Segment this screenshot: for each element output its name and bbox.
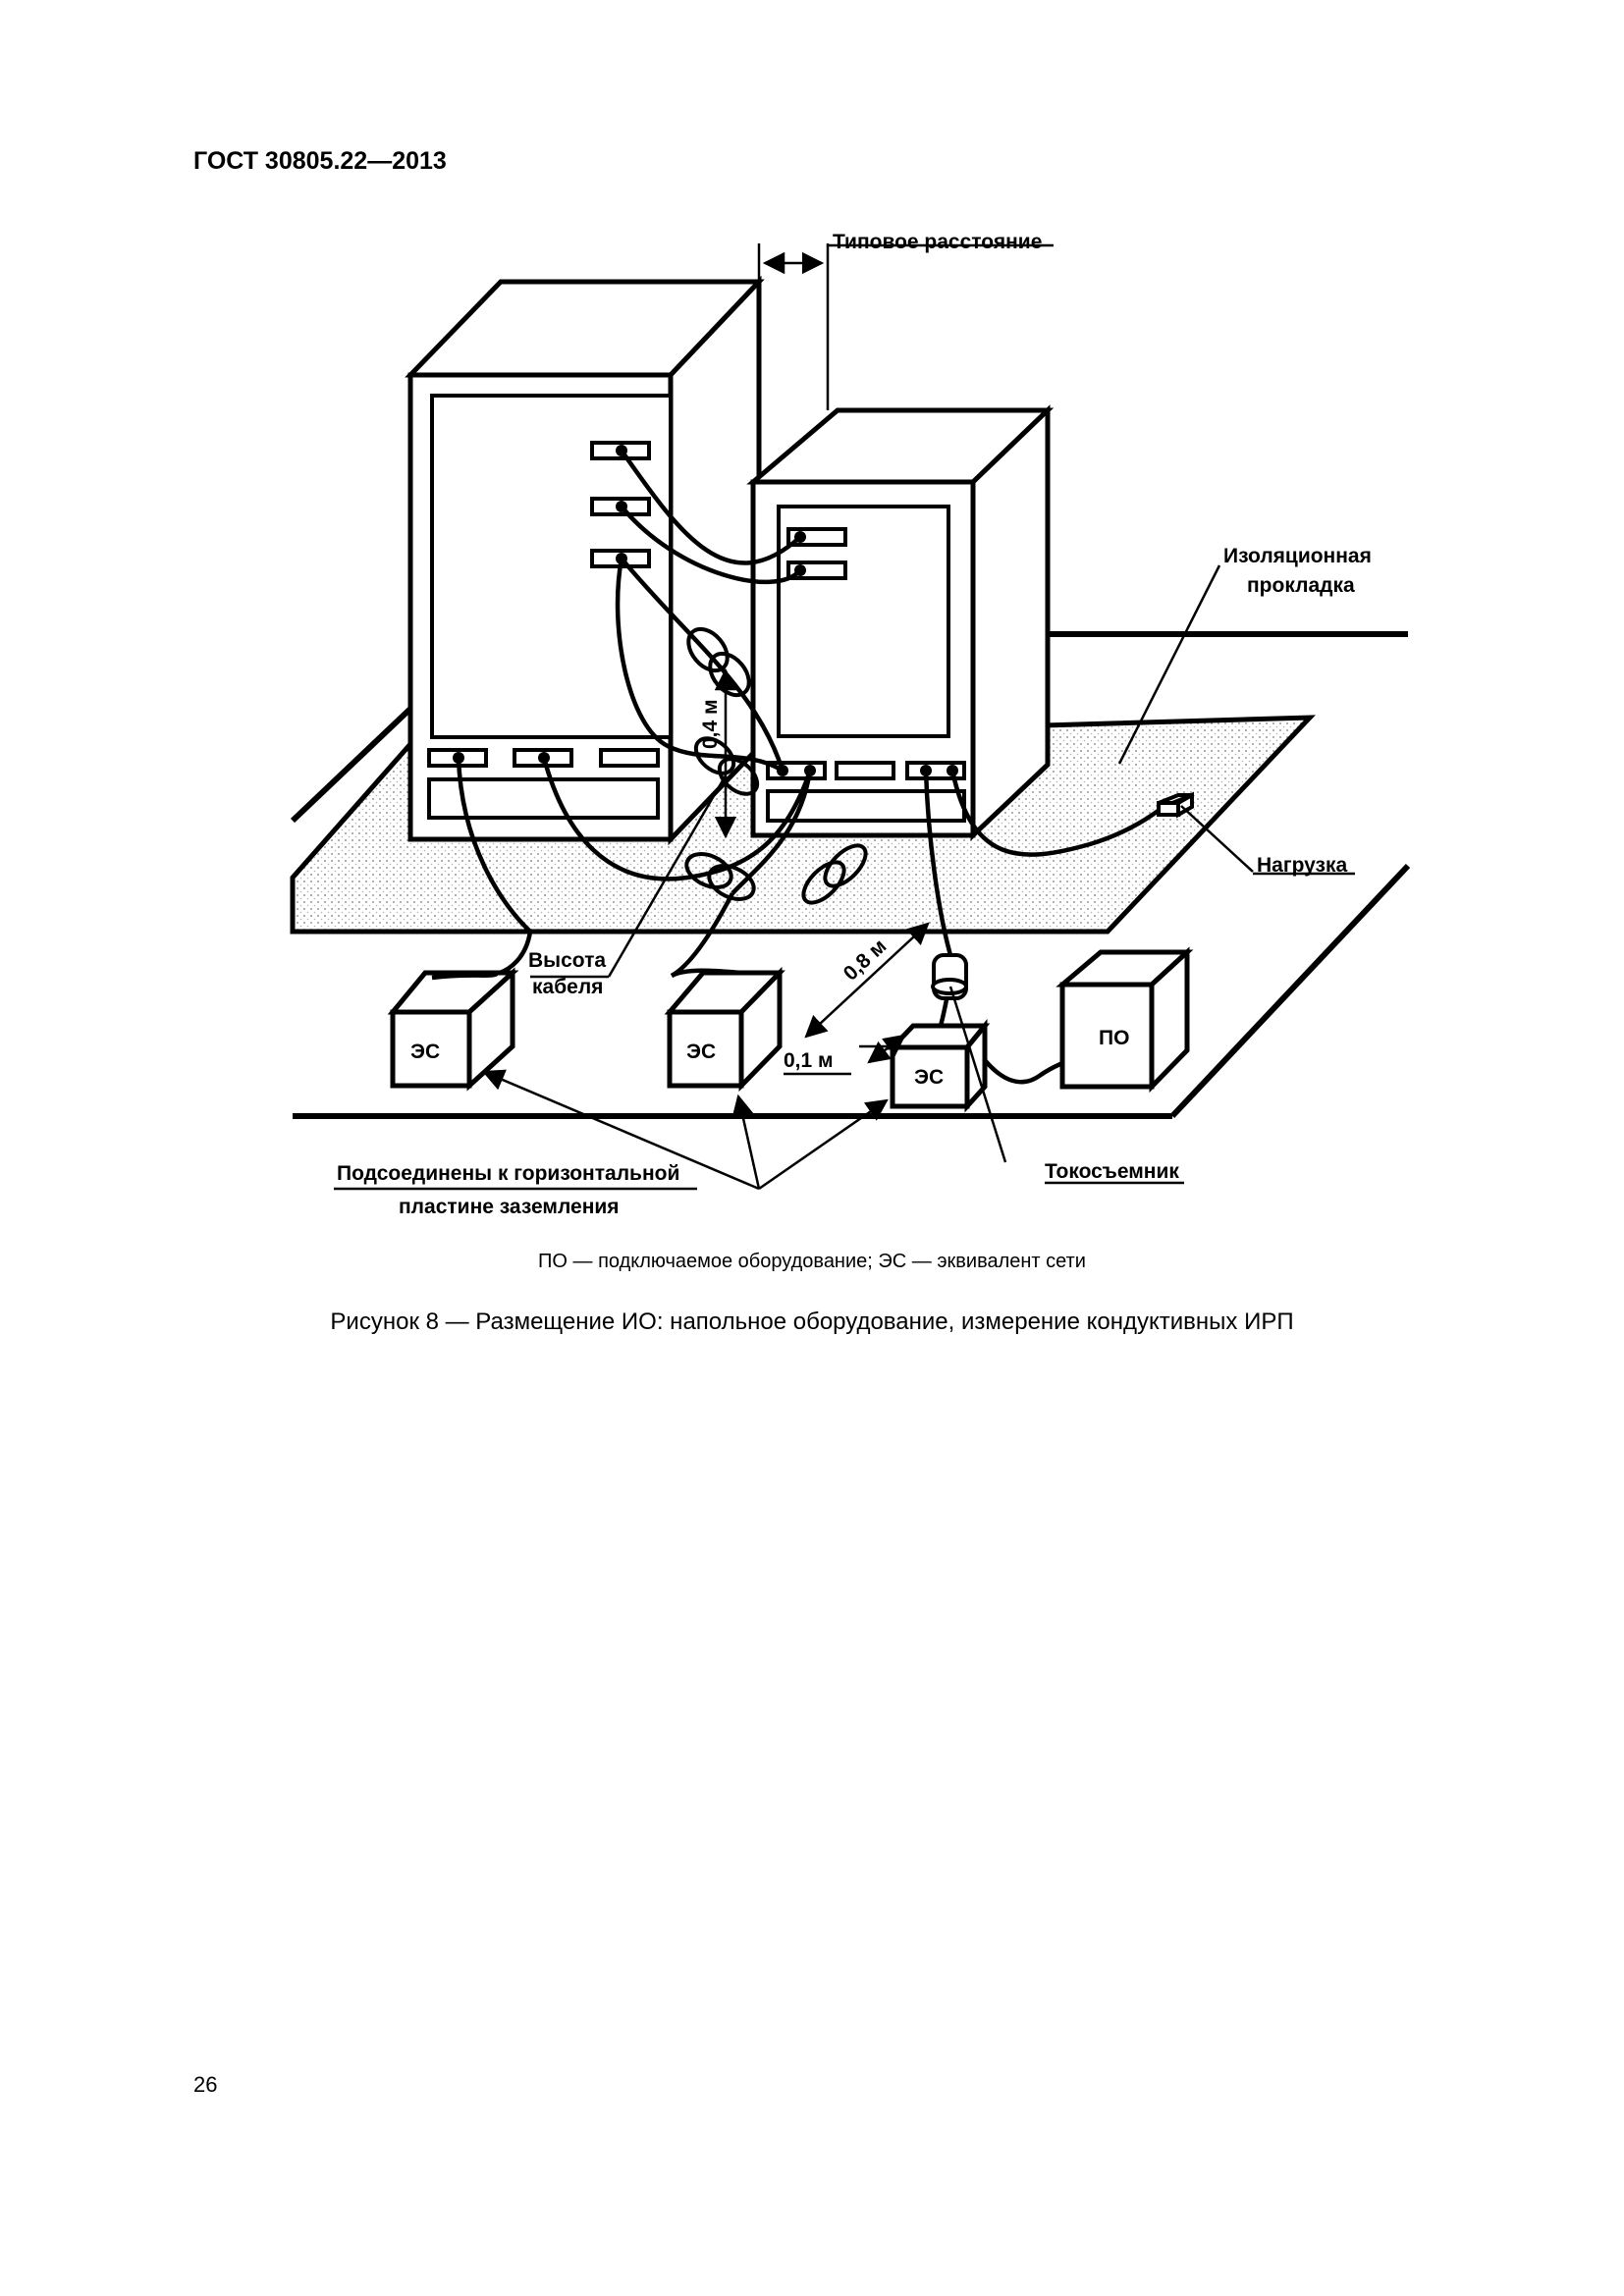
label-connected-2: пластине заземления	[399, 1196, 620, 1218]
associated-equipment	[1062, 952, 1187, 1087]
lisn-2	[670, 973, 780, 1086]
label-dim-01: 0,1 м	[784, 1049, 834, 1072]
label-cable-height-1: Высота	[528, 949, 607, 972]
label-load: Нагрузка	[1257, 854, 1348, 877]
label-current-probe: Токосъемник	[1045, 1160, 1179, 1183]
page-number: 26	[193, 2072, 218, 2097]
label-insulating-pad-2: прокладка	[1247, 574, 1355, 597]
lisn-3-label: ЭС	[914, 1066, 945, 1089]
eut-small-cabinet	[753, 410, 1048, 835]
label-dim-04: 0,4 м	[699, 699, 722, 749]
label-dim-08: 0,8 м	[839, 934, 892, 986]
figure-legend: ПО — подключаемое оборудование; ЭС — эквивалент сети	[538, 1251, 1086, 1272]
current-probe	[933, 955, 966, 998]
ae-label: ПО	[1099, 1027, 1130, 1049]
label-typical-distance: Типовое расстояние	[833, 231, 1043, 253]
label-connected-1: Подсоединены к горизонтальной	[337, 1162, 680, 1185]
lisn-1-label: ЭС	[410, 1041, 441, 1063]
label-cable-height-2: кабеля	[532, 976, 604, 998]
lisn-2-label: ЭС	[686, 1041, 717, 1063]
document-header: ГОСТ 30805.22—2013	[193, 147, 447, 175]
figure-caption: Рисунок 8 — Размещение ИО: напольное оборудование, измерение кондуктивных ИРП	[330, 1308, 1294, 1335]
label-insulating-pad-1: Изоляционная	[1223, 545, 1372, 567]
lisn-1	[393, 973, 513, 1086]
